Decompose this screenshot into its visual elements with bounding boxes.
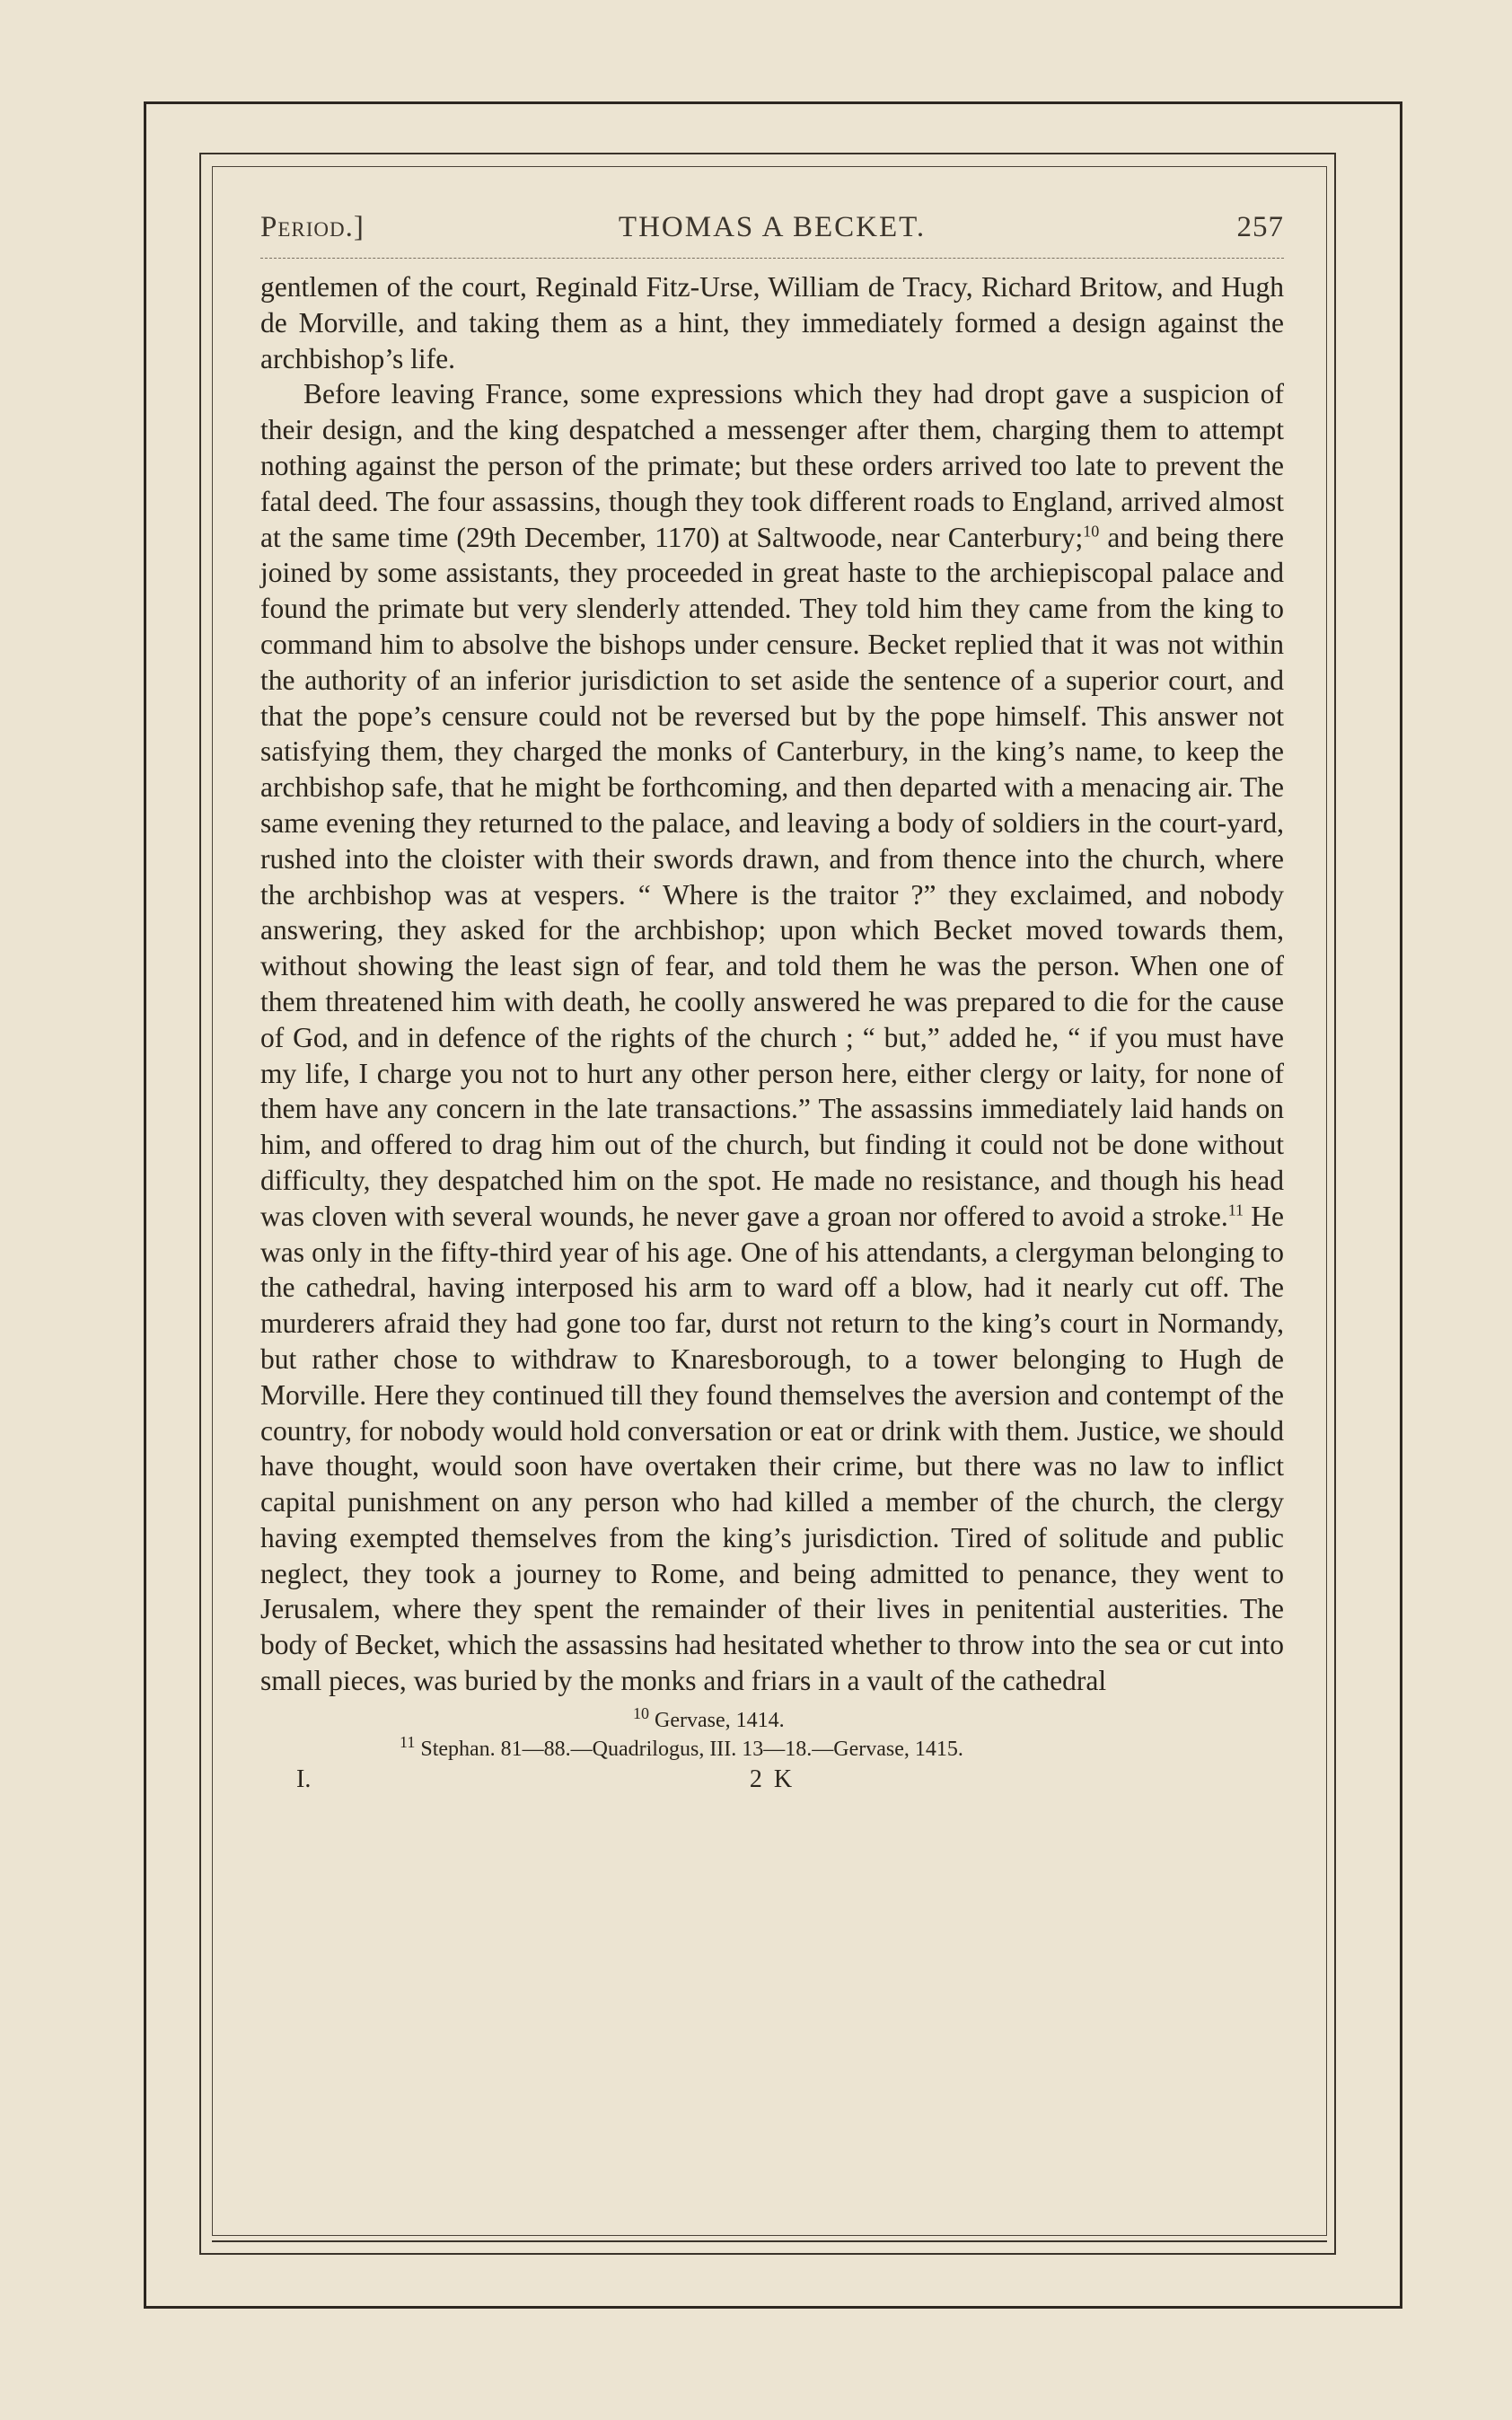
- footnote: [260, 1703, 1284, 1735]
- footnote-text: Stephan. 81—88.—Quadrilogus, III. 13—18.—Gervase, 1415.: [415, 1737, 963, 1761]
- page-footer: [260, 1765, 1284, 1801]
- footnote-mark: 11: [400, 1732, 416, 1751]
- running-head-title: THOMAS A BECKET.: [618, 211, 927, 243]
- footnote-mark: 10: [633, 1703, 649, 1722]
- paragraph-text: Before leaving France, some expressions which they had dropt gave a suspicion of their design, and the king despatched a messenger after them, charging them to attempt nothing against the person of the primate; but these orders arrived too late to prevent the fatal deed. The four assassins, though they took different roads to England, arrived almost at the same time (29th December, 1170) at Saltwoode, near Canterbury;: [260, 378, 1284, 553]
- head-rule: [260, 258, 1284, 259]
- running-head: [260, 202, 1284, 258]
- footnotes: [260, 1703, 1284, 1764]
- footnote-ref[interactable]: 11: [1227, 1201, 1244, 1219]
- signature-mark: 2 K: [749, 1764, 796, 1793]
- running-head-section: Period.]: [260, 211, 365, 243]
- paragraph: [260, 376, 1284, 1698]
- footnote-ref[interactable]: 10: [1083, 522, 1100, 541]
- bottom-rule: [212, 2240, 1327, 2242]
- footnote-text: Gervase, 1414.: [649, 1708, 785, 1732]
- volume-mark: I.: [296, 1764, 312, 1793]
- paragraph-text: gentlemen of the court, Reginald Fitz-Urse, William de Tracy, Richard Britow, and Hugh de Morville, and taking them as a hint, they immediately formed a design against the archbishop’s life.: [260, 271, 1284, 374]
- paragraph-text: and being there joined by some assistants, they proceeded in great haste to the archiepiscopal palace and found the primate but very slenderly attended. They told him they came from the king to command him to absolve the bishops under censure. Becket replied that it was not within the authority of an inferior jurisdiction to set aside the sentence of a superior court, and that the pope’s censure could not be reversed but by the pope himself. This answer not satisfying them, they charged the monks of Canterbury, in the king’s name, to keep the archbishop safe, that he might be forthcoming, and then departed with a menacing air. The same evening they returned to the palace, and leaving a body of soldiers in the court-yard, rushed into the cloister with their swords drawn, and from thence into the church, where the archbishop was at vespers. “ Where is the traitor ?” they exclaimed, and nobody answering, they asked for the archbishop; upon which Becket moved towards them, without showing the least sign of fear, and told them he was the person. When one of them threatened him with death, he coolly answered he was prepared to die for the cause of God, and in defence of the rights of the church ; “ but,” added he, “ if you must have my life, I charge you not to hurt any other person here, either clergy or laity, for none of them have any concern in the late transactions.” The assassins immediately laid hands on him, and offered to drag him out of the church, but finding it could not be done without difficulty, they despatched him on the spot. He made no resistance, and though his head was cloven with several wounds, he never gave a groan nor offered to avoid a stroke.: [260, 521, 1284, 1232]
- paragraph: [260, 269, 1284, 376]
- footnote: [260, 1732, 1284, 1764]
- paragraph-text: He was only in the fifty-third year of his age. One of his attendants, a clergyman belonging to the cathedral, having interposed his arm to ward off a blow, had it nearly cut off. The murderers afraid they had gone too far, durst not return to the king’s court in Normandy, but rather chose to withdraw to Knaresborough, to a tower belonging to Hugh de Morville. Here they continued till they found themselves the aversion and contempt of the country, for nobody would hold conversation or eat or drink with them. Justice, we should have thought, would soon have overtaken their crime, but there was no law to inflict capital punishment on any person who had killed a member of the church, the clergy having exempted themselves from the king’s jurisdiction. Tired of solitude and public neglect, they took a journey to Rome, and being admitted to penance, they went to Jerusalem, where they spent the remainder of their lives in penitential austerities. The body of Becket, which the assassins had hesitated whether to throw into the sea or cut into small pieces, was buried by the monks and friars in a vault of the cathedral: [260, 1200, 1284, 1697]
- page-number: 257: [1236, 211, 1284, 243]
- body-text: [260, 269, 1284, 1699]
- book-page: [260, 202, 1284, 1801]
